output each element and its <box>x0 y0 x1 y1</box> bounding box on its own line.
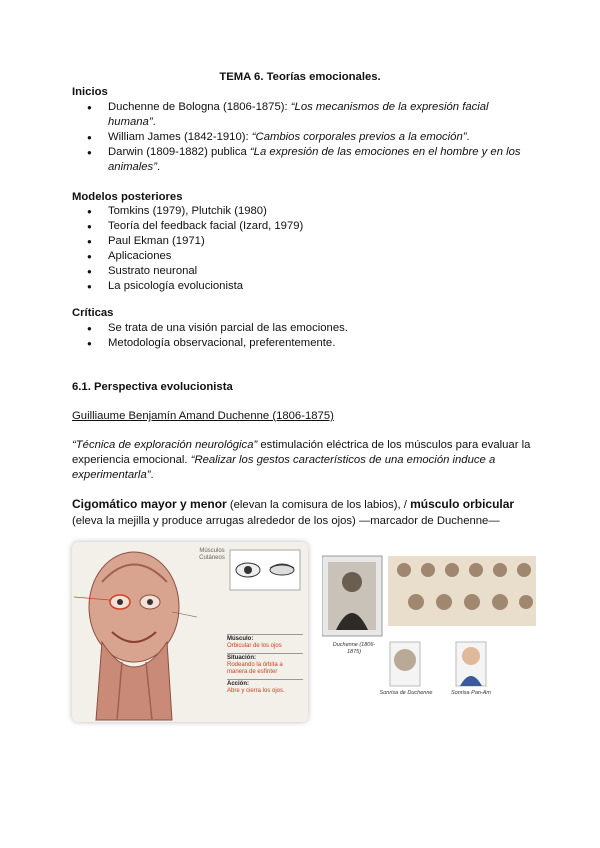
anatomy-figure <box>72 542 308 722</box>
list-item: ● Teoría del feedback facial (Izard, 1979) <box>72 219 532 234</box>
paragraph-text: (elevan la comisura de los labios), / <box>226 499 411 511</box>
info-label: Acción: <box>227 681 250 687</box>
figure-header: Músculos Cutáneos <box>199 548 225 561</box>
quote-italic: “Técnica de exploración neurológica” <box>72 439 258 451</box>
paragraph-technique <box>72 438 532 483</box>
duchenne-figure <box>322 552 536 700</box>
caption-panam-smile: Sonrisa Pan-Am <box>450 690 492 696</box>
item-text: Darwin (1809-1882) publica <box>108 146 250 158</box>
info-row <box>227 634 303 650</box>
paragraph-text: (eleva la mejilla y produce arrugas alrededor de los ojos) —marcador de Duchenne— <box>72 515 500 527</box>
anatomy-illustration <box>72 542 308 722</box>
caption-duchenne-smile: Sonrisa de Duchenne <box>379 690 433 696</box>
list-item: ● Se trata de una visión parcial de las emociones. <box>72 321 532 336</box>
item-italic: “Los mecanismos de la expresión facial humana” <box>108 101 489 128</box>
list-item: ● Tomkins (1979), Plutchik (1980) <box>72 204 532 219</box>
list-item: ● Aplicaciones <box>72 249 532 264</box>
bold-term: Cigomático mayor y menor <box>72 497 227 511</box>
info-row <box>227 653 303 676</box>
modelos-list <box>72 204 532 294</box>
info-value: Rodeando la órbita a manera de esfínter <box>227 662 283 675</box>
list-item <box>72 130 532 145</box>
list-item: ● Sustrato neuronal <box>72 264 532 279</box>
item-text: Duchenne de Bologna (1806-1875): <box>108 101 291 113</box>
paragraph-muscles <box>72 496 532 529</box>
quote-italic: “Realizar los gestos característicos de una emoción induce a experimentarla” <box>72 454 496 481</box>
item-text: William James (1842-1910): <box>108 131 252 143</box>
info-value: Abre y cierra los ojos. <box>227 688 285 694</box>
item-end: . <box>156 161 161 173</box>
caption-duchenne: Duchenne (1806-1875) <box>332 642 376 655</box>
page-title: TEMA 6. Teorías emocionales. <box>219 71 381 83</box>
criticas-heading: Críticas <box>72 307 114 319</box>
list-item <box>72 145 532 175</box>
paragraph-end: . <box>150 469 154 481</box>
item-italic: “Cambios corporales previos a la emoción” <box>251 131 467 143</box>
list-item <box>72 100 532 130</box>
inicios-list <box>72 100 532 175</box>
info-box <box>227 634 303 695</box>
criticas-list <box>72 321 532 351</box>
list-item: ● Paul Ekman (1971) <box>72 234 532 249</box>
author-link[interactable]: Guilliaume Benjamín Amand Duchenne (1806-1875) <box>72 410 334 422</box>
info-label: Situación: <box>227 655 257 661</box>
info-label: Músculo: <box>227 636 254 642</box>
paragraph-text: estimulación eléctrica de los músculos para evaluar la experiencia emocional. <box>72 439 531 466</box>
inicios-heading: Inicios <box>72 86 108 98</box>
info-value: Orbicular de los ojos <box>227 643 282 649</box>
bold-term: músculo orbicular <box>410 497 515 511</box>
item-italic: “La expresión de las emociones en el hombre y en los animales” <box>108 146 521 173</box>
list-item: ● La psicología evolucionista <box>72 279 532 294</box>
photo-collage <box>322 552 536 700</box>
list-item: ● Metodología observacional, preferentemente. <box>72 336 532 351</box>
info-row <box>227 679 303 695</box>
item-end: . <box>466 131 470 143</box>
item-end: . <box>152 116 156 128</box>
modelos-heading: Modelos posteriores <box>72 191 183 203</box>
section-heading: 6.1. Perspectiva evolucionista <box>72 381 233 393</box>
